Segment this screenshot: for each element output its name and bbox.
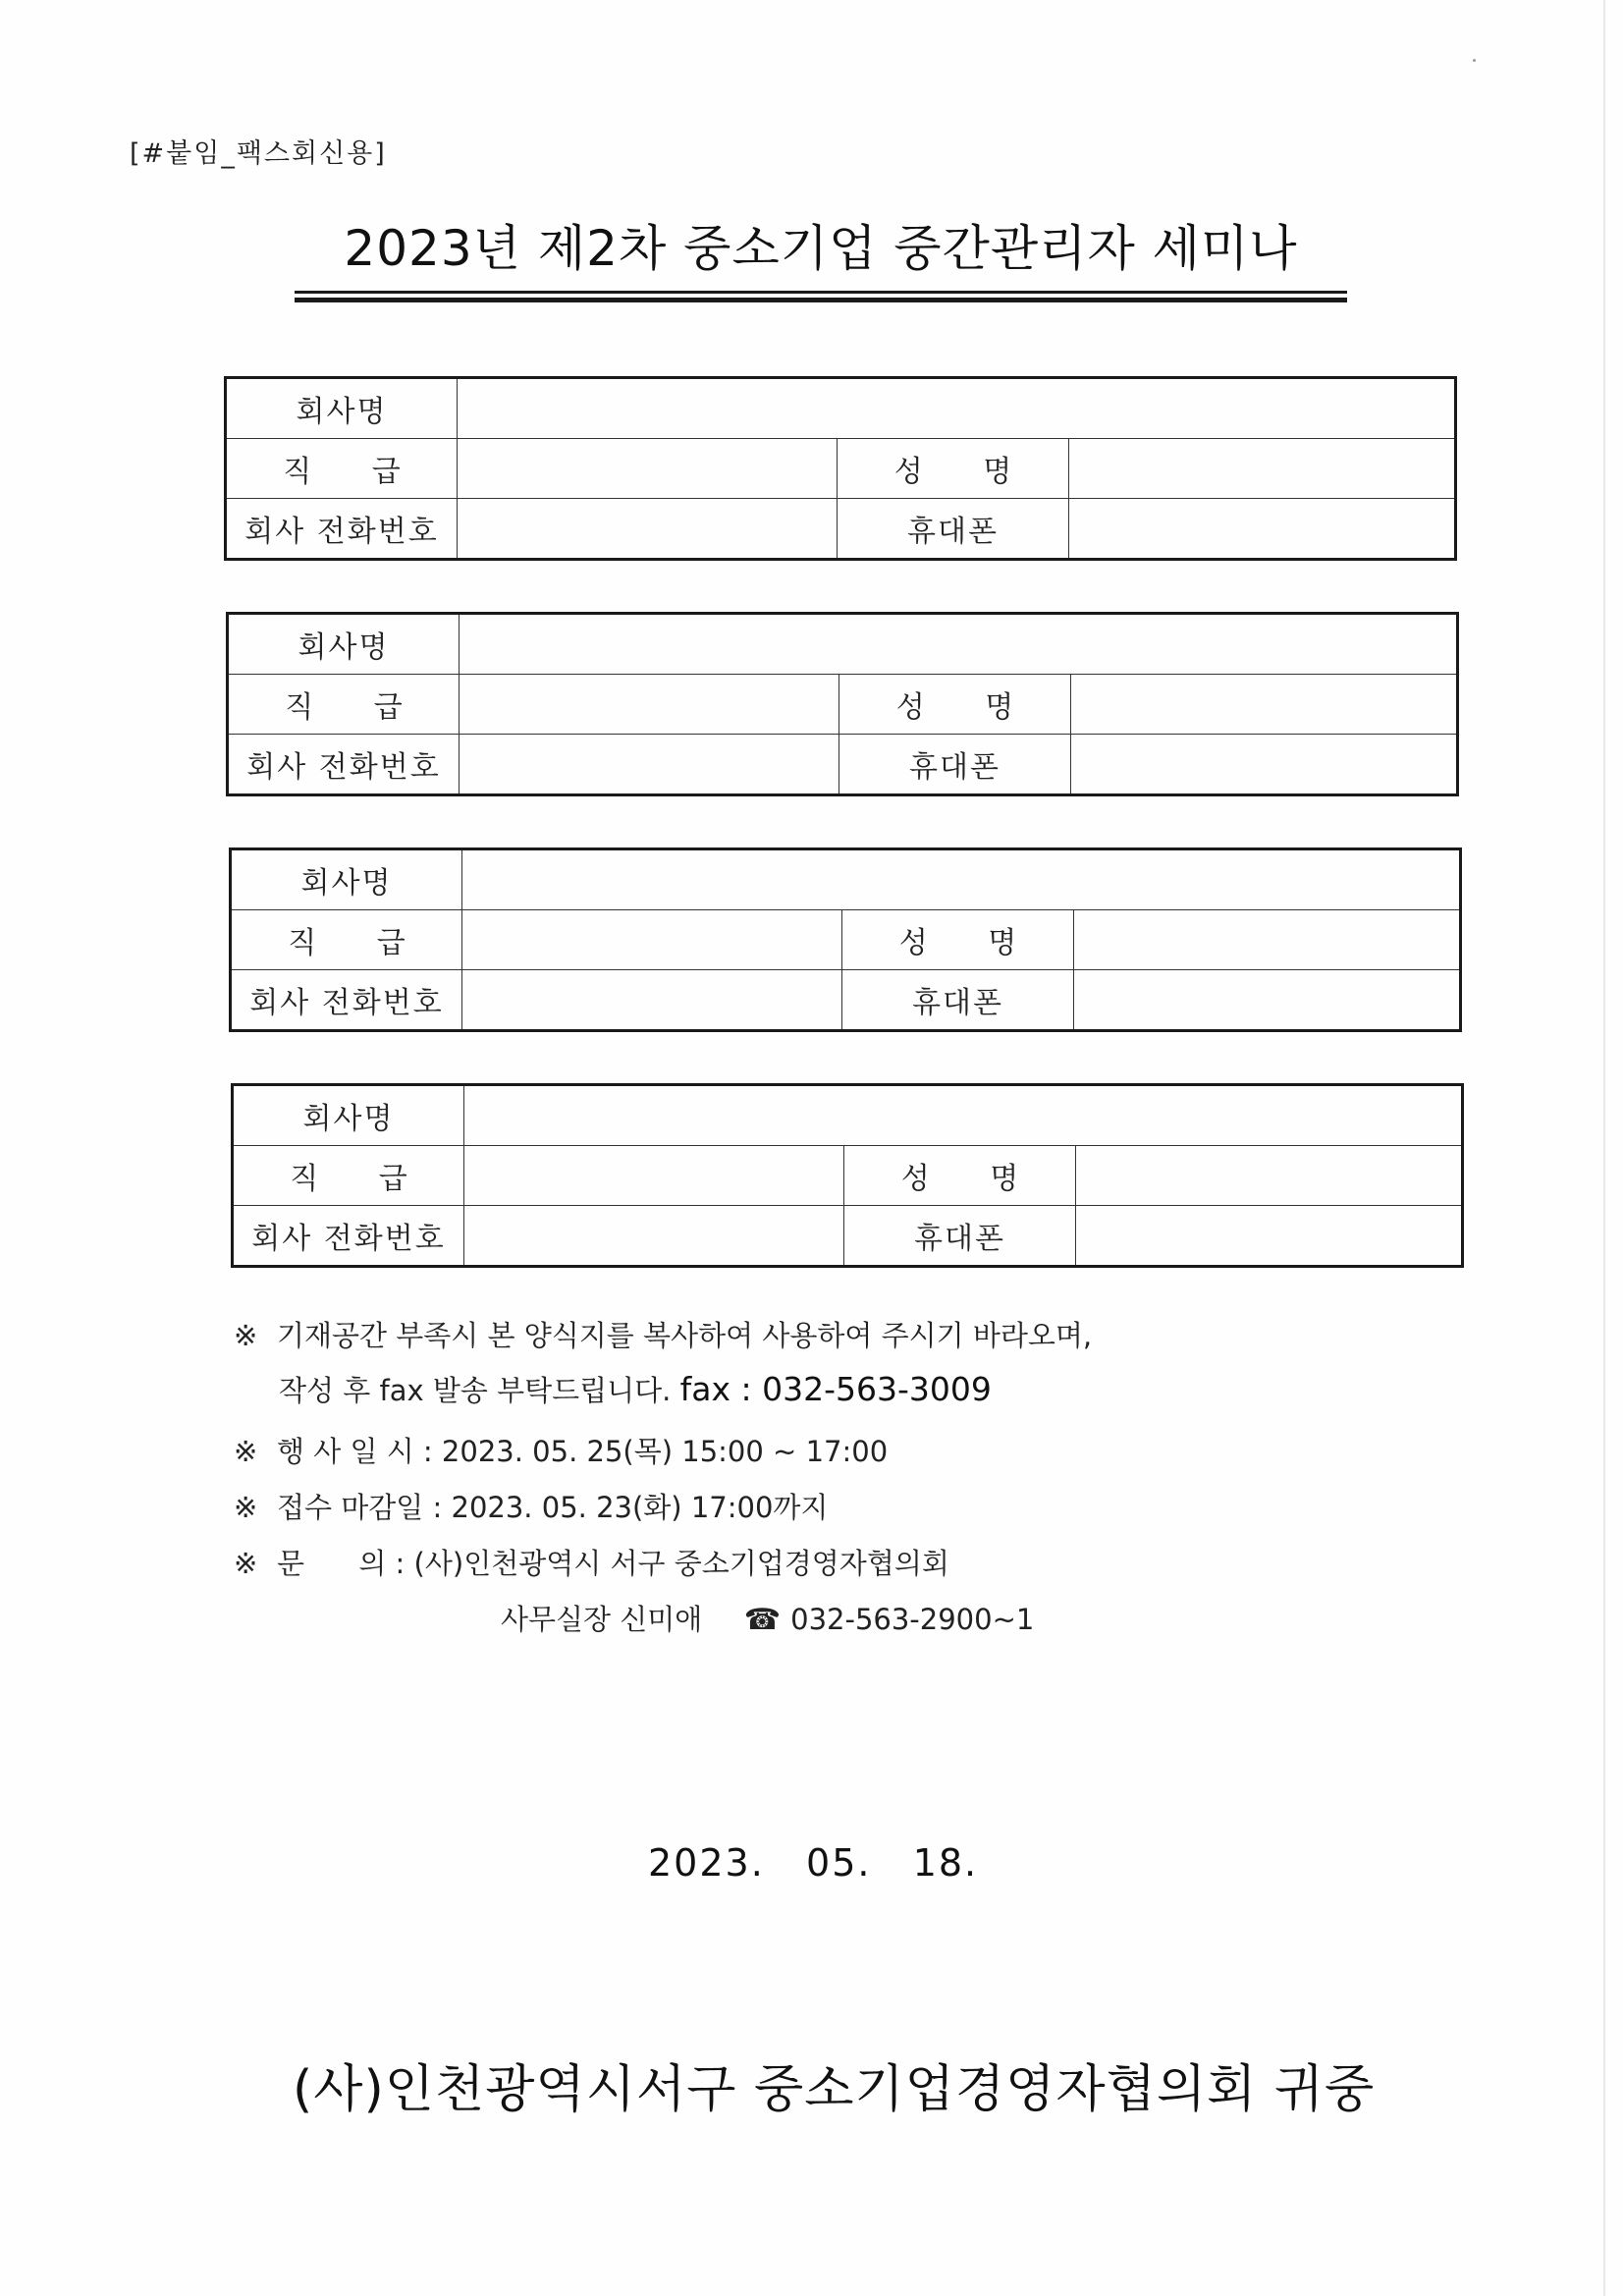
label-company-phone: 회사 전화번호 xyxy=(226,499,458,560)
field-company[interactable] xyxy=(464,1085,1463,1146)
field-company-phone[interactable] xyxy=(464,1206,844,1267)
document-date: 2023. 05. 18. xyxy=(648,1841,979,1885)
form-row-position xyxy=(233,1146,1463,1206)
attachment-tag: [#붙임_팩스회신용] xyxy=(130,138,387,169)
field-company-phone[interactable] xyxy=(458,499,838,560)
reference-mark: ※ xyxy=(234,1319,258,1352)
fax-number: fax : 032-563-3009 xyxy=(679,1370,992,1408)
field-company-phone[interactable] xyxy=(460,735,839,795)
form-row-company xyxy=(226,378,1456,439)
label-position: 직 급 xyxy=(231,910,462,970)
label-name: 성 명 xyxy=(842,910,1074,970)
form-row-company xyxy=(233,1085,1463,1146)
field-position[interactable] xyxy=(460,675,839,735)
inquiry-label: 문 의 : xyxy=(277,1547,406,1580)
telephone-icon: ☎ xyxy=(743,1603,782,1637)
document-title: 2023년 제2차 중소기업 중간관리자 세미나 xyxy=(344,220,1298,277)
note-fax-request: 작성 후 fax 발송 부탁드립니다. xyxy=(279,1374,672,1407)
field-position[interactable] xyxy=(458,439,838,499)
note-deadline xyxy=(234,1486,828,1526)
label-company-phone: 회사 전화번호 xyxy=(231,970,462,1031)
scan-edge-line xyxy=(1603,0,1605,2296)
field-company-phone[interactable] xyxy=(462,970,842,1031)
label-company: 회사명 xyxy=(233,1085,464,1146)
field-company[interactable] xyxy=(460,614,1458,675)
title-block xyxy=(295,220,1347,302)
reference-mark: ※ xyxy=(234,1435,258,1468)
registration-form-3 xyxy=(229,847,1462,1032)
form-row-phone xyxy=(231,970,1461,1031)
label-name: 성 명 xyxy=(844,1146,1076,1206)
label-company-phone: 회사 전화번호 xyxy=(233,1206,464,1267)
label-position: 직 급 xyxy=(228,675,460,735)
label-name: 성 명 xyxy=(839,675,1071,735)
inquiry-value: (사)인천광역시 서구 중소기업경영자협의회 xyxy=(413,1547,949,1580)
registration-form-2 xyxy=(226,612,1459,796)
field-name[interactable] xyxy=(1074,910,1461,970)
field-mobile[interactable] xyxy=(1074,970,1461,1031)
label-company-phone: 회사 전화번호 xyxy=(228,735,460,795)
field-position[interactable] xyxy=(462,910,842,970)
scan-speck xyxy=(1473,59,1476,62)
note-copy-form xyxy=(234,1314,1092,1354)
label-mobile: 휴대폰 xyxy=(838,499,1069,560)
field-name[interactable] xyxy=(1076,1146,1463,1206)
deadline-label: 접수 마감일 : xyxy=(277,1491,443,1524)
field-company[interactable] xyxy=(458,378,1456,439)
label-company: 회사명 xyxy=(231,849,462,910)
event-label: 행 사 일 시 : xyxy=(277,1435,433,1468)
note-event-datetime xyxy=(234,1430,888,1470)
registration-form-4 xyxy=(231,1083,1464,1268)
form-row-company xyxy=(228,614,1458,675)
form-row-position xyxy=(228,675,1458,735)
label-mobile: 휴대폰 xyxy=(839,735,1071,795)
note-fax-line xyxy=(279,1369,992,1409)
contact-person: 사무실장 신미애 xyxy=(501,1603,703,1636)
label-company: 회사명 xyxy=(226,378,458,439)
deadline-value: 2023. 05. 23(화) 17:00까지 xyxy=(451,1491,829,1524)
title-underline-thin xyxy=(295,291,1347,294)
note-contact xyxy=(501,1598,1034,1638)
event-value: 2023. 05. 25(목) 15:00 ~ 17:00 xyxy=(441,1435,889,1468)
field-mobile[interactable] xyxy=(1069,499,1456,560)
form-row-position xyxy=(226,439,1456,499)
field-mobile[interactable] xyxy=(1071,735,1458,795)
form-row-phone xyxy=(226,499,1456,560)
field-name[interactable] xyxy=(1071,675,1458,735)
label-name: 성 명 xyxy=(838,439,1069,499)
label-mobile: 휴대폰 xyxy=(844,1206,1076,1267)
form-row-company xyxy=(231,849,1461,910)
label-position: 직 급 xyxy=(226,439,458,499)
note-copy-text: 기재공간 부족시 본 양식지를 복사하여 사용하여 주시기 바라오며, xyxy=(277,1319,1093,1352)
form-row-position xyxy=(231,910,1461,970)
field-mobile[interactable] xyxy=(1076,1206,1463,1267)
reference-mark: ※ xyxy=(234,1491,258,1524)
label-company: 회사명 xyxy=(228,614,460,675)
note-inquiry xyxy=(234,1542,949,1582)
contact-phone: 032-563-2900~1 xyxy=(790,1603,1035,1636)
form-row-phone xyxy=(228,735,1458,795)
recipient-line: (사)인천광역시서구 중소기업경영자협의회 귀중 xyxy=(293,2060,1376,2119)
form-row-phone xyxy=(233,1206,1463,1267)
title-underline-thick xyxy=(295,298,1347,302)
reference-mark: ※ xyxy=(234,1547,258,1580)
label-position: 직 급 xyxy=(233,1146,464,1206)
registration-form-1 xyxy=(224,376,1457,561)
label-mobile: 휴대폰 xyxy=(842,970,1074,1031)
field-name[interactable] xyxy=(1069,439,1456,499)
field-position[interactable] xyxy=(464,1146,844,1206)
field-company[interactable] xyxy=(462,849,1461,910)
